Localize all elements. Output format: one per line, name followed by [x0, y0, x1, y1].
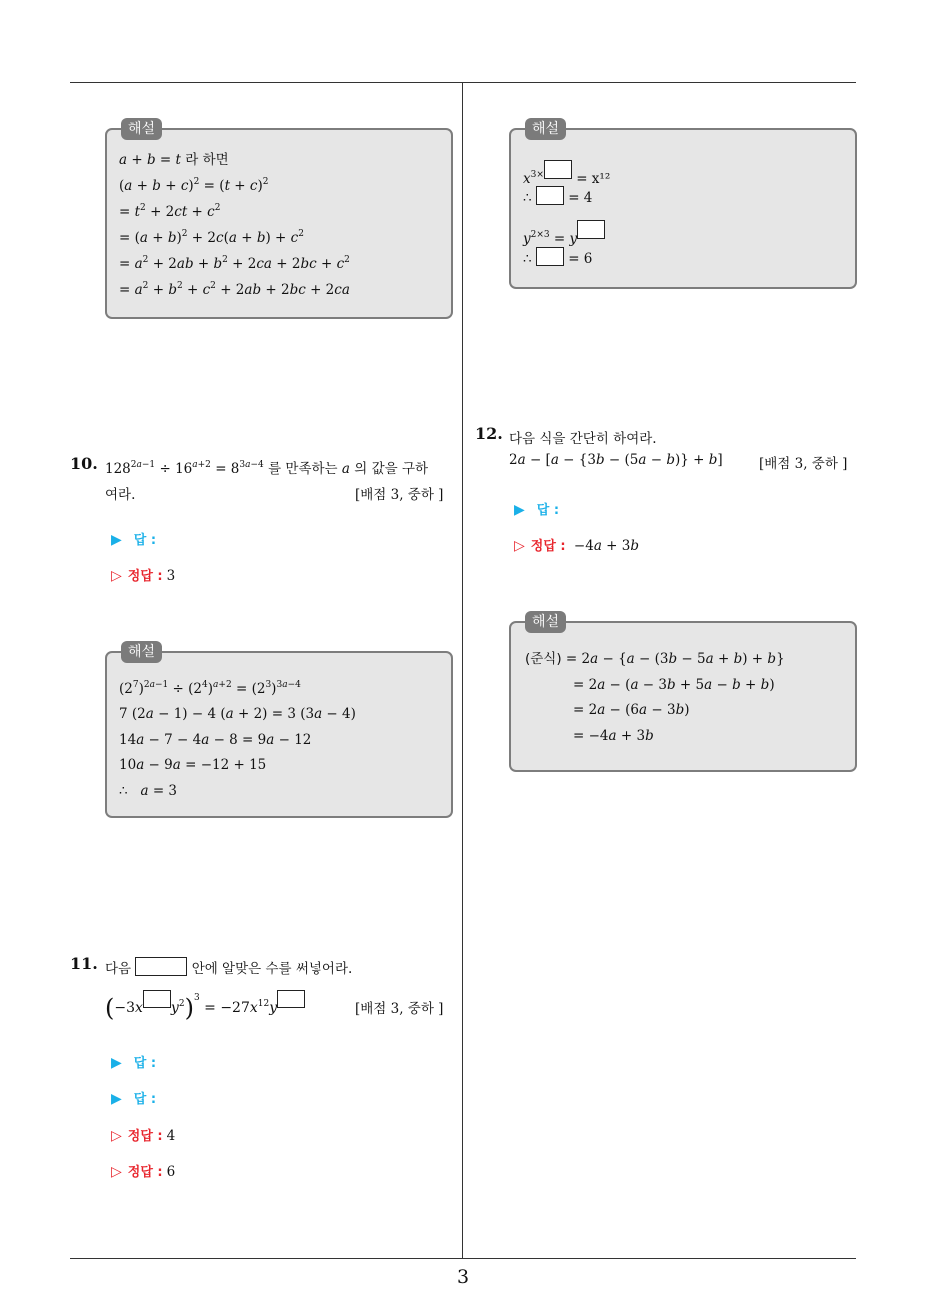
question-11-expression: (−3x $y^2)^3 = -27x^{12}y$	[105, 990, 305, 1022]
answer-row-10[interactable]: ▶ 답 :	[111, 532, 157, 548]
solution-line: $(a + b + c)^2 = (t + c)^2$	[119, 177, 269, 194]
correct-answer-12: ▷ 정답 : −4a + 3b	[514, 538, 640, 554]
solution-box-4	[509, 614, 857, 772]
play-icon: ▶	[111, 1091, 122, 1107]
solution-line: ∴ = 4	[523, 186, 592, 208]
solution-line: = −4a + 3b	[573, 728, 654, 744]
hollow-triangle-icon: ▷	[514, 538, 525, 554]
solution-line: = $a^2 + b^2 + c^2 + 2ab + 2bc + 2ca$	[119, 281, 350, 298]
answer-row-12[interactable]: ▶ 답 :	[514, 502, 560, 518]
solution-tag: 해설	[121, 641, 162, 663]
solution-line: $y^{2\times 3} = y$	[523, 220, 605, 249]
correct-answer-11a: ▷ 정답 : 4	[111, 1128, 176, 1144]
solution-box-2	[105, 644, 453, 818]
top-rule	[70, 82, 856, 83]
correct-answer-11b: ▷ 정답 : 6	[111, 1164, 176, 1180]
blank-box	[544, 160, 572, 179]
solution-line: $(2^7)^{2a-1} \div (2^4)^{a+2} = (2^3)^{3a-4}$	[119, 680, 301, 697]
solution-line: ∴ = 6	[523, 247, 592, 269]
question-11-text: 다음 안에 알맞은 수를 써넣어라.	[105, 957, 352, 977]
solution-tag: 해설	[121, 118, 162, 140]
blank-box	[536, 247, 564, 266]
blank-box	[143, 990, 171, 1008]
solution-line: a + b = t 라 하면	[119, 152, 229, 168]
solution-box-3	[509, 121, 857, 289]
play-icon: ▶	[514, 502, 525, 518]
solution-line: = 2a − (6a − 3b)	[573, 702, 690, 718]
question-number-10: 10.	[70, 454, 98, 473]
solution-line: (준식) = 2a − {a − (3b − 5a + b) + b}	[525, 651, 785, 667]
solution-line: = $t^2 + 2ct + c^2$	[119, 203, 221, 220]
question-12-score: [배점 3, 중하 ]	[759, 456, 848, 472]
answer-row-11b[interactable]: ▶ 답 :	[111, 1091, 157, 1107]
question-10-text: $128^{2a-1} \div 16^{a+2} = 8^{3a-4}$ 를 만족하는 a 의 값을 구하	[105, 460, 429, 477]
answer-row-11a[interactable]: ▶ 답 :	[111, 1055, 157, 1071]
page-number: 3	[456, 1266, 470, 1288]
question-12-text: 다음 식을 간단히 하여라.	[509, 431, 657, 447]
solution-tag: 해설	[525, 118, 566, 140]
play-icon: ▶	[111, 532, 122, 548]
blank-box	[536, 186, 564, 205]
solution-line: 14a − 7 − 4a − 8 = 9a − 12	[119, 732, 312, 748]
hollow-triangle-icon: ▷	[111, 1164, 122, 1180]
blank-box	[577, 220, 605, 239]
question-10-text-line2: 여라.	[105, 487, 136, 503]
solution-box-1	[105, 121, 453, 319]
column-divider	[462, 83, 463, 1258]
solution-line: 10a − 9a = −12 + 15	[119, 757, 267, 773]
hollow-triangle-icon: ▷	[111, 568, 122, 584]
question-12-expression: 2a − [a − {3b − (5a − b)} + b]	[509, 452, 723, 468]
hollow-triangle-icon: ▷	[111, 1128, 122, 1144]
solution-line: ∴ a = 3	[119, 783, 178, 799]
question-number-11: 11.	[70, 954, 98, 973]
play-icon: ▶	[111, 1055, 122, 1071]
question-number-12: 12.	[475, 424, 503, 443]
question-10-score: [배점 3, 중하 ]	[355, 487, 444, 503]
solution-line: 7 (2a − 1) − 4 (a + 2) = 3 (3a − 4)	[119, 706, 356, 722]
blank-box	[277, 990, 305, 1008]
solution-line: = 2a − (a − 3b + 5a − b + b)	[573, 677, 775, 693]
question-11-score: [배점 3, 중하 ]	[355, 1001, 444, 1017]
solution-line: $x^{3\times} = x^{12}$	[523, 160, 610, 189]
bottom-rule	[70, 1258, 856, 1259]
correct-answer-10: ▷ 정답 : 3	[111, 568, 176, 584]
blank-box	[135, 957, 187, 976]
solution-line: = $(a + b)^2 + 2c(a + b) + c^2$	[119, 229, 304, 246]
solution-line: = $a^2 + 2ab + b^2 + 2ca + 2bc + c^2$	[119, 255, 350, 272]
solution-tag: 해설	[525, 611, 566, 633]
